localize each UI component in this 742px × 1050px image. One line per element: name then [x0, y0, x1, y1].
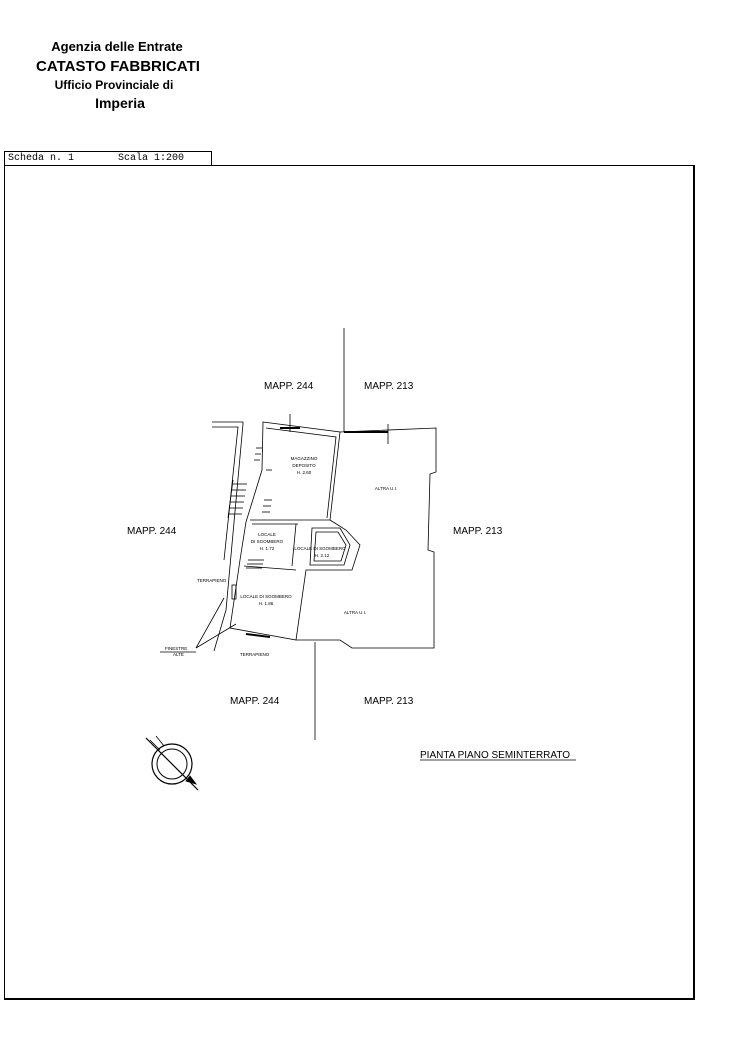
parcel-label: MAPP. 244 [264, 381, 314, 392]
leader-finestre-1 [196, 598, 224, 648]
note-label: TERRAPIENO [197, 578, 227, 583]
parcel-label: MAPP. 244 [230, 696, 280, 707]
room-height: H. 1.86 [258, 601, 274, 606]
room-label: DEPOSITO [292, 463, 316, 468]
altra-ui-outline [296, 428, 436, 648]
scheda-number: Scheda n. 1 [8, 153, 75, 164]
note-label: FINESTRE [165, 646, 188, 651]
note-label: ALTE [173, 652, 184, 657]
parcel-label: MAPP. 244 [127, 526, 177, 537]
parcel-label: MAPP. 213 [364, 696, 414, 707]
city-name: Imperia [95, 95, 145, 111]
room-label: LOCALE DI SGOMBERO [294, 546, 346, 551]
outer-wall-left-inner [212, 427, 238, 560]
parcel-label: MAPP. 213 [453, 526, 503, 537]
outer-wall-left [212, 422, 243, 651]
room-label: ALTRA U.I. [343, 610, 367, 615]
room-height: H. 2.60 [296, 470, 312, 475]
stairs-inner [254, 448, 272, 512]
office-name: Ufficio Provinciale di [54, 78, 174, 92]
agency-name: Agenzia delle Entrate [51, 39, 183, 54]
room-label: MAGAZZINO [290, 456, 318, 461]
room-label: LOCALE [258, 532, 276, 537]
room-height: H. 2.12 [314, 553, 330, 558]
partition-locale [292, 524, 296, 566]
north-arrow-icon [146, 736, 198, 790]
parcel-label: MAPP. 213 [364, 381, 414, 392]
room-label: DI SGOMBERO [250, 539, 284, 544]
catasto-title: CATASTO FABBRICATI [36, 58, 200, 75]
room-label: ALTRA U.I. [374, 486, 398, 491]
room-height: H. 1.72 [259, 546, 275, 551]
room-label: LOCALE DI SGOMBERO [240, 594, 292, 599]
scheda-scale: Scala 1:200 [118, 153, 185, 164]
note-label: TERRAPIENO [240, 652, 270, 657]
plan-title: PIANTA PIANO SEMINTERRATO [420, 750, 571, 761]
